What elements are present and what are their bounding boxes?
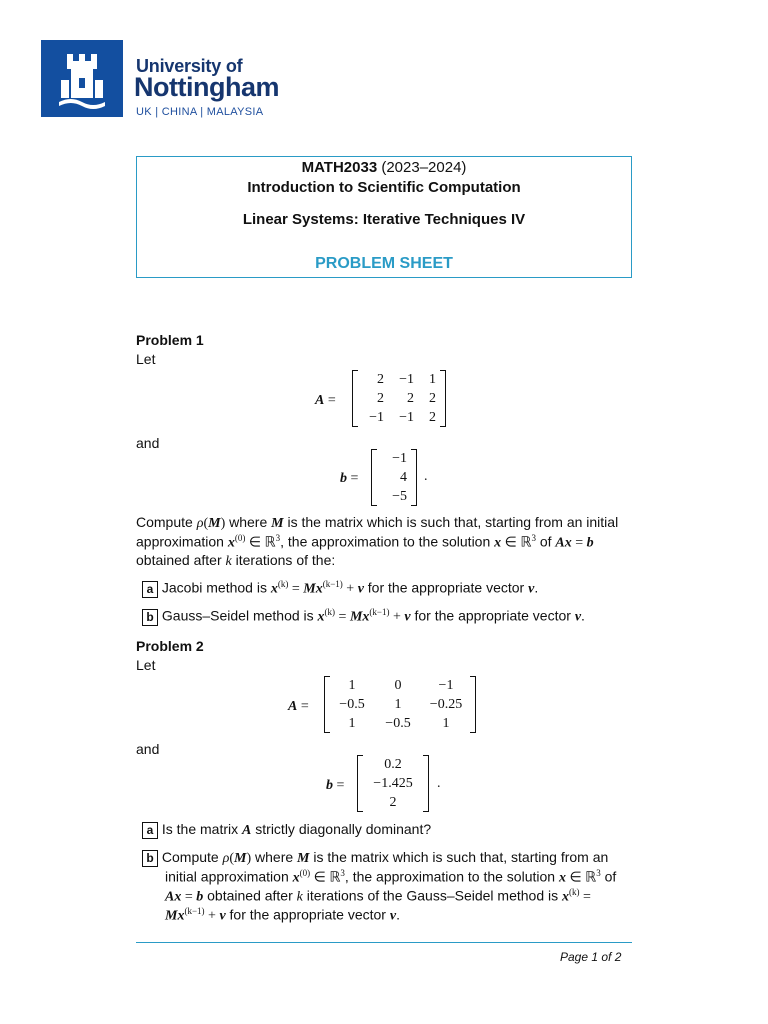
matrix-cell: −1 [399, 409, 414, 425]
p2-vector-b [357, 755, 429, 812]
p1-matrix-A [352, 370, 446, 427]
castle-icon [41, 40, 123, 117]
page-number: Page 1 of 2 [560, 950, 622, 964]
part-label: a [142, 822, 158, 839]
logo-line2: Nottingham [134, 72, 279, 102]
p2-part-b-line2: initial approximation $x^{(0)}$ ∈ ℝ$^3$, the approximation to the solution x ∈ ℝ$^3$ of [165, 868, 617, 886]
vector-cell: −1.425 [373, 775, 413, 791]
matrix-cell: 2 [429, 390, 436, 406]
p2-A-label: A = [288, 699, 309, 714]
matrix-cell: 2 [377, 371, 384, 387]
p1-b-label: b = [340, 471, 359, 486]
matrix-cell: 0 [394, 677, 402, 693]
vector-row [363, 755, 423, 774]
p1-part-b: b Gauss–Seidel method is $x^{(k)} = Mx^{(k-1)} + v$ for the appropriate vector v. [142, 607, 585, 626]
part-label: a [142, 581, 158, 598]
matrix-row [330, 695, 470, 714]
p1-text-line3: obtained after k iterations of the: [136, 552, 336, 569]
footer-divider [136, 942, 632, 943]
matrix-cell: −1 [438, 677, 454, 693]
matrix-cell: 2 [407, 390, 414, 406]
matrix-row [358, 389, 440, 408]
title-box [136, 156, 632, 278]
period: . [424, 469, 428, 484]
vector-cell: −1 [392, 450, 407, 466]
course-title: Introduction to Scientific Computation [247, 179, 521, 196]
matrix-cell: −1 [369, 409, 384, 425]
matrix-row [330, 714, 470, 733]
p2-part-b-line4: $Mx^{(k-1)} + v$ for the appropriate vector v. [165, 906, 400, 924]
course-code: MATH2033 [301, 159, 378, 176]
part-label: b [142, 850, 158, 867]
problem2-title: Problem 2 [136, 638, 204, 654]
problem1-title: Problem 1 [136, 332, 204, 348]
university-logo [41, 40, 123, 117]
vector-cell: 2 [389, 794, 397, 810]
problem-sheet-heading: PROBLEM SHEET [315, 255, 453, 272]
matrix-cell: −0.5 [339, 696, 365, 712]
matrix-cell: 1 [442, 715, 450, 731]
p1-vector-b [371, 449, 417, 506]
p2-part-b-line1: b Compute ρ(M) where M is the matrix which is such that, starting from an [142, 849, 608, 867]
period: . [437, 776, 441, 791]
matrix-cell: 1 [394, 696, 402, 712]
logo-line3: UK | CHINA | MALAYSIA [136, 106, 264, 118]
p2-part-b-line3: Ax = b obtained after k iterations of the Gauss–Seidel method is $x^{(k)}$ = [165, 887, 591, 905]
course-year: (2023–2024) [381, 159, 467, 176]
p2-b-label: b = [326, 778, 345, 793]
matrix-cell: 1 [429, 371, 436, 387]
p1-text-line1: Compute ρ(M) where M is the matrix which is such that, starting from an initial [136, 514, 619, 531]
vector-row [377, 468, 411, 487]
matrix-cell: −0.25 [429, 696, 463, 712]
p2-part-a: a Is the matrix A strictly diagonally dominant? [142, 821, 431, 839]
vector-row [377, 487, 411, 506]
topic-title: Linear Systems: Iterative Techniques IV [242, 211, 526, 228]
p1-part-a: a Jacobi method is $x^{(k)} = Mx^{(k-1)} + v$ for the appropriate vector v. [142, 579, 538, 598]
vector-cell: 4 [400, 469, 407, 485]
matrix-cell: 2 [429, 409, 436, 425]
p2-matrix-A [324, 676, 476, 733]
vector-cell: 0.2 [384, 756, 402, 772]
matrix-row [358, 370, 440, 389]
vector-row [363, 793, 423, 812]
matrix-cell: 1 [348, 715, 356, 731]
course-line [137, 159, 631, 176]
vector-cell: −5 [392, 488, 407, 504]
problem1-let: Let [136, 351, 156, 367]
matrix-cell: 2 [377, 390, 384, 406]
vector-row [363, 774, 423, 793]
matrix-cell: −1 [399, 371, 414, 387]
p1-text-line2: approximation $x^{(0)}$ ∈ ℝ$^3$, the approximation to the solution x ∈ ℝ$^3$ of Ax = b [136, 533, 594, 551]
problem2-and: and [136, 741, 160, 757]
part-label: b [142, 609, 158, 626]
matrix-row [330, 676, 470, 695]
problem1-and: and [136, 435, 160, 451]
logo-line1: University of [136, 56, 243, 76]
problem2-let: Let [136, 657, 156, 673]
matrix-cell: −0.5 [385, 715, 411, 731]
p1-A-label: A = [315, 393, 336, 408]
matrix-row [358, 408, 440, 427]
matrix-cell: 1 [348, 677, 356, 693]
vector-row [377, 449, 411, 468]
